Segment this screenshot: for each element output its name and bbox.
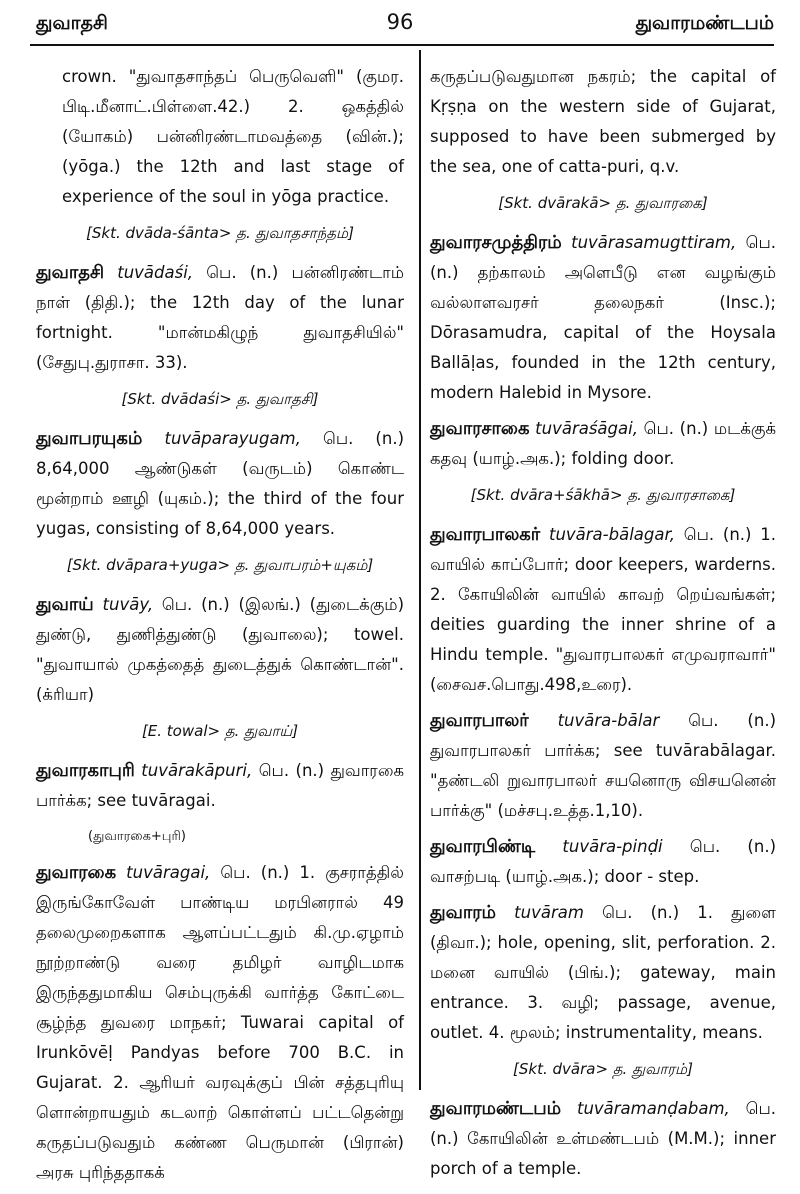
etymology: [Skt. dvāda-śānta> த. துவாதசாந்தம்] (86, 224, 354, 242)
continued-entry (430, 62, 776, 182)
dictionary-entry (430, 520, 776, 700)
dictionary-entry (36, 756, 404, 816)
headword: துவாரம் (430, 902, 497, 923)
dictionary-entry (430, 832, 776, 892)
continued-entry (36, 62, 404, 212)
headword: துவாதசி (36, 262, 105, 283)
headword: துவாரசாகை (430, 418, 530, 439)
transliteration: tuvāra-bālagar, (548, 525, 675, 544)
headword: துவாரபாலர் (430, 710, 529, 731)
headword: துவாபரயுகம் (36, 428, 143, 449)
entry-continuation-text: crown. "துவாதசாந்தப் பெருவெளி" (குமர. பிடி.மீனாட்.பிள்ளை.42.) 2. ஒகத்தில் (யோகம்) பன்னிரண்டாமவத்தை (வின்.); (yōga.) the 12th and last stage of experience of the soul in yōga practice. (62, 67, 404, 206)
running-head-left: துவாதசி (36, 12, 108, 34)
etymology: [E. towal> த. துவாய்] (141, 722, 299, 740)
definition: பெ. (n.) துவாரகை பார்க்க; see tuvāragai. (36, 761, 405, 810)
right-column (430, 62, 776, 1190)
definition: பெ. (n.) வாசற்படி (யாழ்.அக.); door - step. (430, 837, 777, 886)
page-number: 96 (386, 10, 414, 34)
definition: பெ. (n.) கோயிலின் உள்மண்டபம் (M.M.); inner porch of a temple. (430, 1099, 776, 1178)
dictionary-entry (430, 898, 776, 1048)
entry-continuation-text: கருதப்படுவதுமான நகரம்; the capital of Kṛṣṇa on the western side of Gujarat, supposed to have been submerged by the sea, one of catta-puri, q.v. (430, 67, 776, 176)
headword: துவாரசமுத்திரம் (430, 232, 562, 253)
transliteration: tuvāragai, (126, 863, 211, 882)
definition: பெ. (n.) 1. வாயில் காப்போர்; door keepers, warderns. 2. கோயிலின் வாயில் காவற் றெய்வங்கள்; deities guarding the inner shrine of a Hindu temple. "துவாரபாலகர் எமுவராவார்" (சைவச.பொது.498,உரை). (430, 525, 776, 694)
etymology: [Skt. dvādaśi> த. துவாதசி] (121, 390, 319, 408)
dictionary-entry (36, 424, 404, 544)
headword: துவாரபிண்டி (430, 836, 536, 857)
definition: பெ. (n.) பன்னிரண்டாம் நாள் (திதி.); the 12th day of the lunar fortnight. "மான்மகிழுந் துவாதசியில்" (சேதுபு.துராசா. 33). (36, 263, 405, 372)
transliteration: tuvāparayugam, (164, 429, 301, 448)
transliteration: tuvāramanḍabam, (576, 1099, 730, 1118)
transliteration: tuvāram (514, 903, 584, 922)
etymology: [Skt. dvāra+śākhā> த. துவாரசாகை] (470, 486, 736, 504)
transliteration: tuvāraśāgai, (535, 419, 638, 438)
etymology: [Skt. dvāra> த. துவாரம்] (513, 1060, 693, 1078)
dictionary-entry (36, 590, 404, 710)
dictionary-entry (430, 706, 776, 826)
transliteration: tuvāra-bālar (557, 711, 660, 730)
headword: துவாரமண்டபம் (430, 1098, 562, 1119)
definition: பெ. (n.) தற்காலம் அளெபீடு என வழங்கும் வல்லாளவரசர் தலைநகர் (Insc.); Dōrasamudra, capital of the Hoysala Ballāḷas, founded in the 12th century, modern Halebid in Mysore. (430, 233, 776, 402)
transliteration: tuvāra-pinḍi (562, 837, 663, 856)
dictionary-entry (430, 414, 776, 474)
transliteration: tuvārakāpuri, (141, 761, 253, 780)
headword: துவாய் (36, 594, 94, 615)
dictionary-entry (430, 228, 776, 408)
left-column (36, 62, 404, 1194)
etymology: [Skt. dvāpara+yuga> த. துவாபரம்+யுகம்] (66, 556, 374, 574)
headword: துவாரகாபுரி (36, 760, 135, 781)
header-rule (30, 44, 774, 46)
transliteration: tuvāy, (102, 595, 154, 614)
headword: துவாரபாலகர் (430, 524, 541, 545)
dictionary-entry (430, 1094, 776, 1184)
column-divider (419, 50, 421, 1090)
definition: பெ. (n.) (இலங்.) (துடைக்கும்) துண்டு, துணித்துண்டு (துவாலை); towel. "துவாயால் முகத்தைத் துடைத்துக் கொண்டான்". (க்ரியா) (36, 595, 405, 704)
transliteration: tuvādaśi, (117, 263, 194, 282)
dictionary-entry (36, 258, 404, 378)
transliteration: tuvārasamugttiram, (571, 233, 737, 252)
definition: பெ. (n.) துவாரபாலகர் பார்க்க; see tuvārabālagar. "தண்டலி றுவாரபாலர் சயனொரு விசயனென் பார்க்கு" (மச்சபு.உத்த.1,10). (430, 711, 777, 820)
etymology: [Skt. dvārakā> த. துவாரகை] (498, 194, 708, 212)
definition: பெ. (n.) 1. துளை (திவா.); hole, opening, slit, perforation. 2. மனை வாயில் (பிங்.); gateway, main entrance. 3. வழி; passage, avenue, outlet. 4. மூலம்; instrumentality, means. (430, 903, 776, 1042)
definition: பெ. (n.) மடக்குக் கதவு (யாழ்.அக.); folding door. (430, 419, 776, 468)
definition: பெ. (n.) 1. குசராத்தில் இருங்கோவேள் பாண்டிய மரபினரால் 49 தலைமுறைகளாக ஆளப்பட்டதும் கி.மு.ஏழாம் நூற்றாண்டு வரை தமிழர் வாழிடமாக இருந்ததுமாகிய செம்புருக்கி வார்த்த கோட்டை சூழ்ந்த துவரை மாநகர்; Tuwarai capital of Irunkōvēḷ Pandyas before 700 B.C. in Gujarat. 2. ஆரியர் வரவுக்குப் பின் சத்தபுரியு ளொன்றாயதும் கடலாற் கொள்ளப் பட்டதென்று கருதப்படுவதும் கண்ண பெருமான் (பிரான்) அரசு புரிந்ததாகக் (36, 863, 405, 1182)
definition: பெ. (n.) 8,64,000 ஆண்டுகள் (வருடம்) கொண்ட மூன்றாம் ஊழி (யுகம்.); the third of the four yugas, consisting of 8,64,000 years. (36, 429, 405, 538)
derivation-note: (துவாரகை+புரி) (88, 829, 186, 844)
headword: துவாரகை (36, 862, 117, 883)
page-header (0, 0, 800, 46)
running-head-right: துவாரமண்டபம் (635, 12, 774, 34)
dictionary-entry (36, 858, 404, 1188)
